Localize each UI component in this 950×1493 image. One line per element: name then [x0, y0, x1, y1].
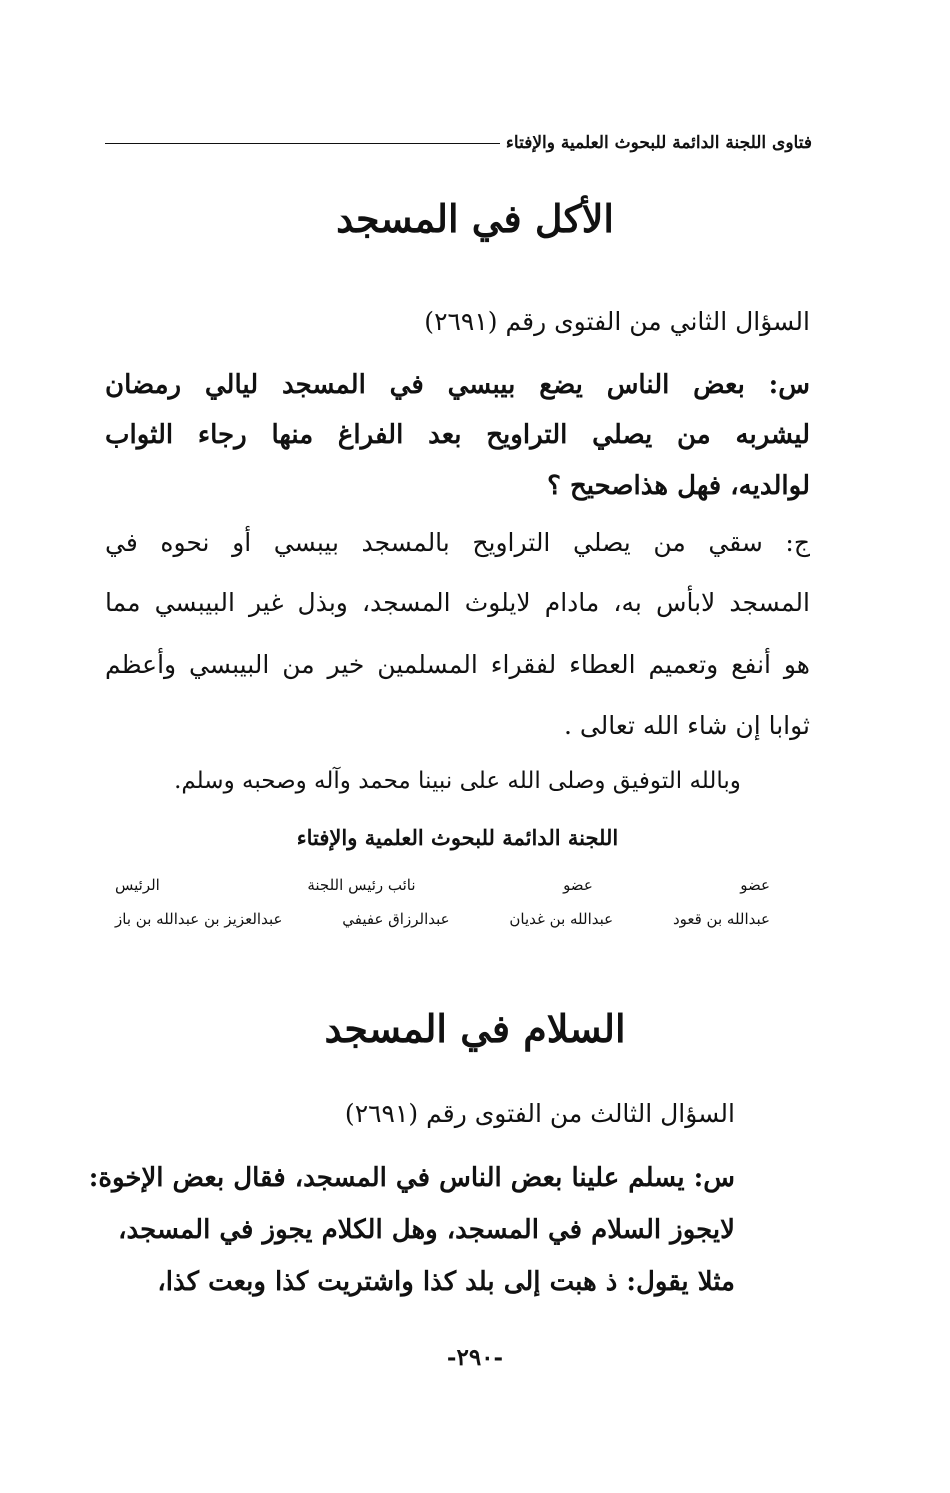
closing-formula: وبالله التوفيق وصلى الله على نبينا محمد وآله وصحبه وسلم.	[174, 768, 741, 794]
running-head	[105, 128, 812, 158]
question2-line-2: لايجوز السلام في المسجد، وهل الكلام يجوز في المسجد،	[118, 1215, 735, 1245]
signatory-role-3: نائب رئيس اللجنة	[307, 876, 416, 894]
signatory-name-1: عبدالله بن قعود	[672, 910, 770, 928]
question2-line-3: مثلا يقول: ذ هبت إلى بلد كذا واشتريت كذا وبعت كذا،	[157, 1267, 735, 1297]
question-reference-2: السؤال الثالث من الفتوى رقم (٢٦٩١)	[344, 1099, 735, 1128]
question-line-2: ليشربه من يصلي التراويح بعد الفراغ منها رجاء الثواب	[105, 420, 810, 450]
signatory-role-2: عضو	[563, 876, 593, 894]
signatory-name-3: عبدالرزاق عفيفي	[342, 910, 450, 928]
committee-name: اللجنة الدائمة للبحوث العلمية والإفتاء	[296, 825, 619, 850]
question-line-1: س: بعض الناس يضع بيبسي في المسجد ليالي رمضان	[105, 370, 810, 400]
page-number: -٢٩٠-	[446, 1344, 504, 1371]
question-reference: السؤال الثاني من الفتوى رقم (٢٦٩١)	[424, 307, 810, 336]
signatory-name-4: عبدالعزيز بن عبدالله بن باز	[115, 910, 283, 928]
answer-line-2: المسجد لابأس به، مادام لايلوث المسجد، وبذل غير البيبسي مما	[105, 588, 810, 617]
question2-line-1: س: يسلم علينا بعض الناس في المسجد، فقال بعض الإخوة:	[88, 1163, 735, 1193]
signatory-role-4: الرئيس	[115, 876, 160, 894]
signatory-role-1: عضو	[740, 876, 770, 894]
section-title-eating: الأكل في المسجد	[336, 196, 614, 241]
signatory-name-2: عبدالله بن غديان	[509, 910, 614, 928]
signatory-roles	[115, 876, 770, 894]
running-head-rule	[105, 143, 500, 144]
section-title-greeting: السلام في المسجد	[324, 1006, 626, 1051]
question-line-3: لوالديه، فهل هذاصحيح ؟	[547, 471, 810, 501]
signatory-names	[115, 910, 770, 928]
answer-line-3: هو أنفع وتعميم العطاء لفقراء المسلمين خير من البيبسي وأعظم	[105, 650, 810, 679]
answer-line-4: ثوابا إن شاء الله تعالى .	[563, 711, 810, 740]
running-head-title: فتاوى اللجنة الدائمة للبحوث العلمية والإفتاء	[505, 133, 812, 153]
answer-line-1: ج: سقي من يصلي التراويح بالمسجد بيبسي أو نحوه في	[105, 528, 810, 557]
